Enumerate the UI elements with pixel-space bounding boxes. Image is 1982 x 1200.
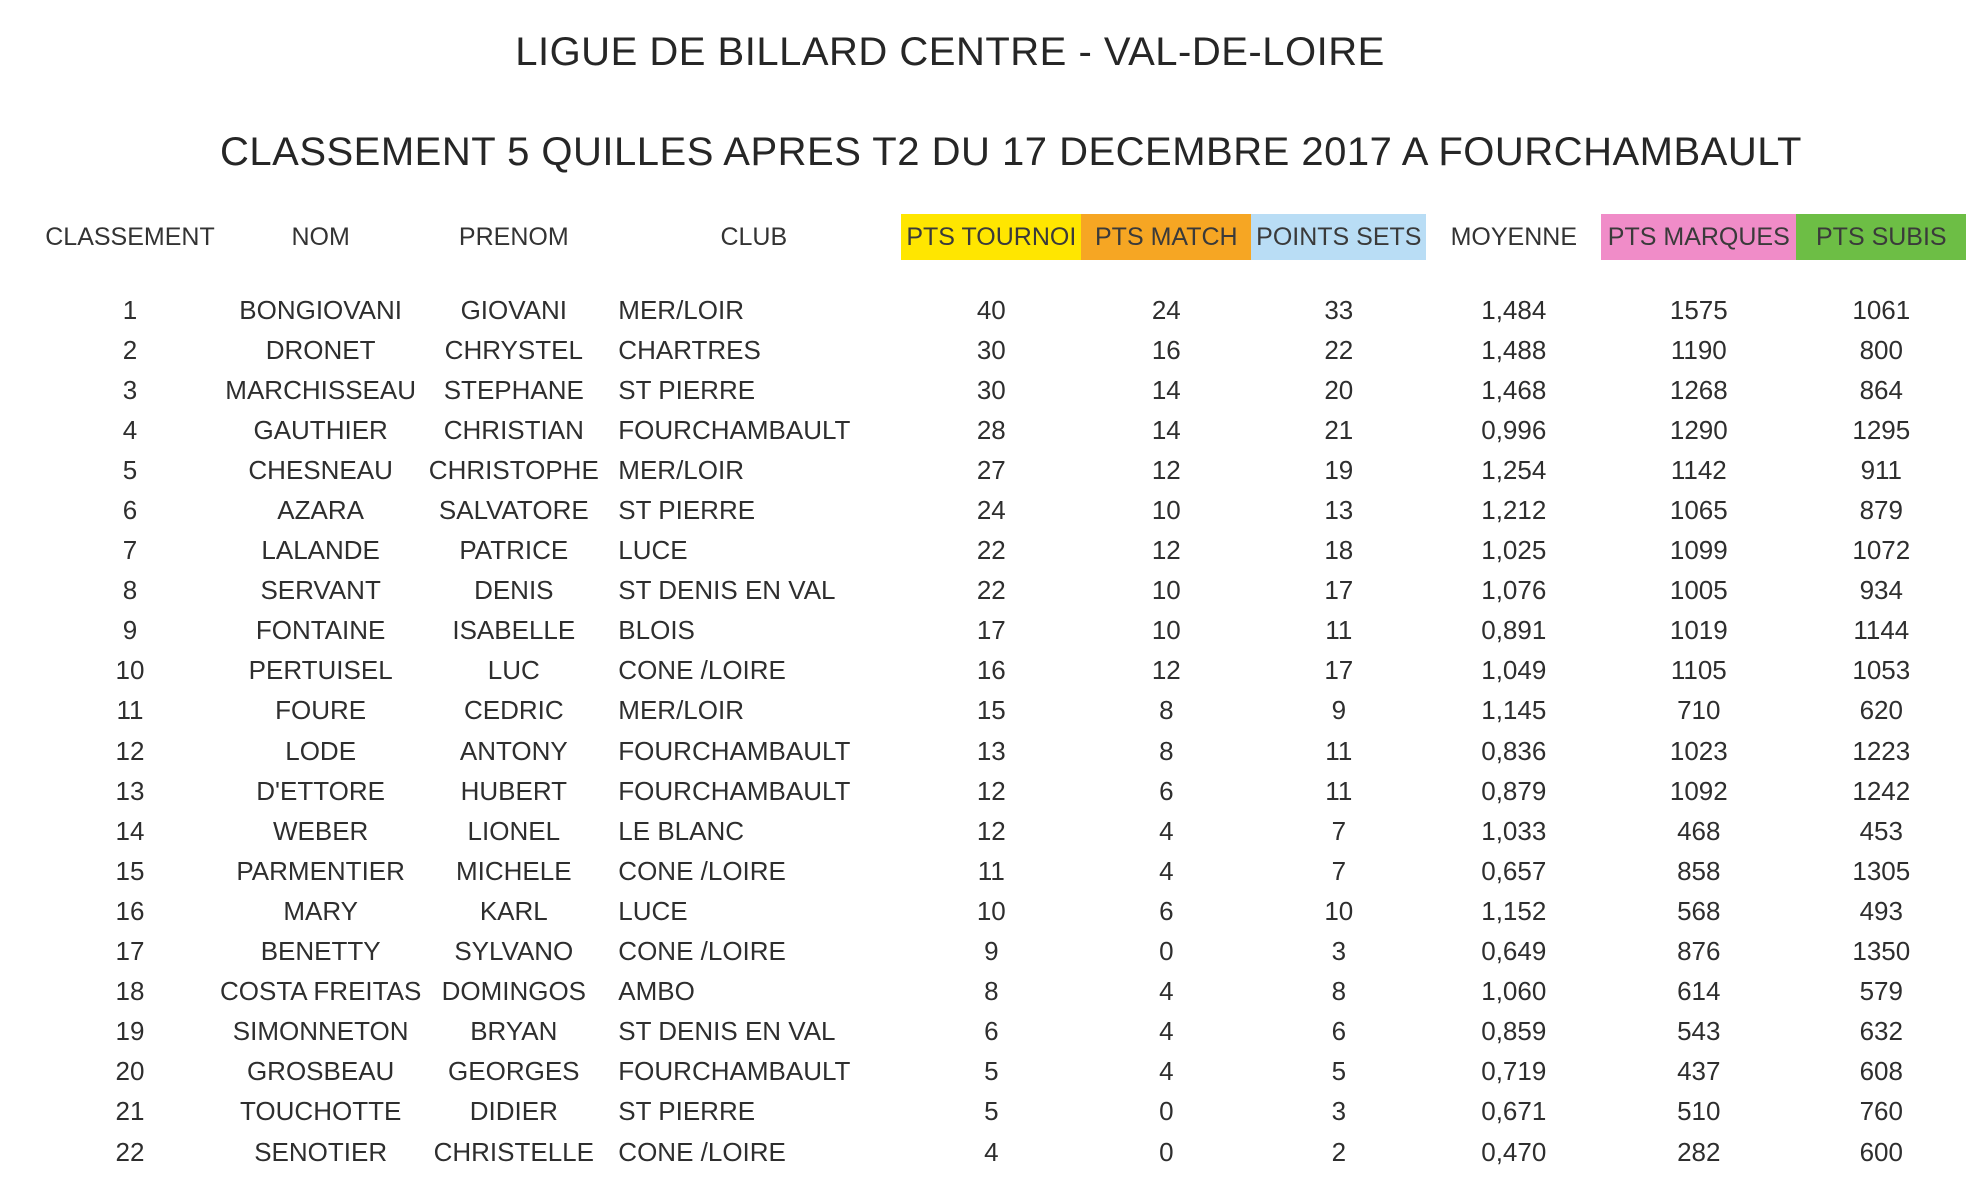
pts-marques-cell: 1290 bbox=[1669, 414, 1728, 445]
nom-cell: WEBER bbox=[272, 815, 369, 846]
pts-subis-cell: 1295 bbox=[1852, 414, 1911, 445]
pts-match-cell: 12 bbox=[1151, 655, 1181, 686]
document-subtitle: CLASSEMENT 5 QUILLES APRES T2 DU 17 DECEMBRE 2017 A FOURCHAMBAULT bbox=[220, 130, 1802, 174]
pts-marques-cell: 1142 bbox=[1670, 454, 1727, 485]
header-pts-tournoi: PTS TOURNOI bbox=[901, 214, 1081, 260]
pts-subis-cell: 579 bbox=[1859, 976, 1903, 1007]
pts-match-cell: 24 bbox=[1151, 294, 1181, 325]
moyenne-cell: 1,488 bbox=[1481, 334, 1547, 365]
pts-subis-cell: 1223 bbox=[1852, 735, 1911, 766]
pts-tournoi-cell: 4 bbox=[984, 1136, 999, 1167]
table-row bbox=[40, 851, 1966, 891]
club-cell: CONE /LOIRE bbox=[618, 655, 786, 686]
rank-cell: 10 bbox=[115, 655, 145, 686]
moyenne-cell: 0,836 bbox=[1481, 735, 1547, 766]
pts-tournoi-cell: 9 bbox=[984, 936, 999, 967]
moyenne-cell: 1,060 bbox=[1481, 976, 1547, 1007]
table-row bbox=[40, 531, 1966, 571]
moyenne-cell: 0,719 bbox=[1481, 1056, 1547, 1087]
nom-cell: MARY bbox=[283, 895, 358, 926]
prenom-cell: SALVATORE bbox=[438, 495, 589, 526]
prenom-cell: CHRISTIAN bbox=[443, 414, 584, 445]
pts-tournoi-cell: 24 bbox=[976, 495, 1006, 526]
table-row bbox=[40, 811, 1966, 851]
pts-tournoi-cell: 15 bbox=[976, 695, 1006, 726]
club-cell: CONE /LOIRE bbox=[618, 1136, 786, 1167]
table-row bbox=[40, 771, 1966, 811]
pts-match-cell: 0 bbox=[1159, 936, 1174, 967]
pts-subis-cell: 864 bbox=[1859, 374, 1903, 405]
points-sets-cell: 19 bbox=[1324, 454, 1354, 485]
pts-marques-cell: 568 bbox=[1677, 895, 1721, 926]
ranking-table bbox=[40, 214, 1966, 1172]
table-row bbox=[40, 651, 1966, 691]
nom-cell: DRONET bbox=[265, 334, 376, 365]
pts-marques-cell: 1575 bbox=[1669, 294, 1728, 325]
pts-marques-cell: 437 bbox=[1677, 1056, 1721, 1087]
pts-marques-cell: 1005 bbox=[1669, 575, 1728, 606]
pts-subis-cell: 800 bbox=[1859, 334, 1903, 365]
table-row bbox=[40, 450, 1966, 490]
prenom-cell: CHRISTOPHE bbox=[428, 454, 599, 485]
pts-match-cell: 0 bbox=[1159, 1096, 1174, 1127]
pts-subis-cell: 632 bbox=[1859, 1016, 1903, 1047]
header-spacer bbox=[40, 260, 1966, 290]
moyenne-cell: 0,470 bbox=[1481, 1136, 1547, 1167]
club-cell: CONE /LOIRE bbox=[618, 855, 786, 886]
pts-marques-cell: 1092 bbox=[1669, 775, 1728, 806]
pts-marques-cell: 1190 bbox=[1670, 334, 1727, 365]
club-cell: FOURCHAMBAULT bbox=[618, 735, 851, 766]
prenom-cell: CHRYSTEL bbox=[444, 334, 583, 365]
pts-subis-cell: 620 bbox=[1859, 695, 1903, 726]
table-row bbox=[40, 1132, 1966, 1172]
moyenne-cell: 1,145 bbox=[1481, 695, 1547, 726]
table-row bbox=[40, 1012, 1966, 1052]
pts-subis-cell: 600 bbox=[1859, 1136, 1903, 1167]
nom-cell: SIMONNETON bbox=[232, 1016, 409, 1047]
moyenne-cell: 0,657 bbox=[1481, 855, 1547, 886]
table-row bbox=[40, 490, 1966, 530]
rank-cell: 8 bbox=[122, 575, 138, 606]
pts-marques-cell: 543 bbox=[1677, 1016, 1721, 1047]
prenom-cell: BRYAN bbox=[470, 1016, 558, 1047]
rank-cell: 7 bbox=[122, 535, 138, 566]
table-row bbox=[40, 972, 1966, 1012]
pts-match-cell: 10 bbox=[1151, 575, 1181, 606]
club-cell: BLOIS bbox=[618, 615, 695, 646]
pts-tournoi-cell: 11 bbox=[977, 855, 1005, 886]
pts-tournoi-cell: 6 bbox=[984, 1016, 999, 1047]
club-cell: LUCE bbox=[618, 895, 688, 926]
prenom-cell: SYLVANO bbox=[454, 936, 574, 967]
club-cell: MER/LOIR bbox=[618, 454, 744, 485]
moyenne-cell: 1,254 bbox=[1481, 454, 1547, 485]
pts-subis-cell: 493 bbox=[1859, 895, 1903, 926]
pts-marques-cell: 1065 bbox=[1669, 495, 1728, 526]
nom-cell: PERTUISEL bbox=[248, 655, 393, 686]
club-cell: ST PIERRE bbox=[618, 495, 756, 526]
club-cell: FOURCHAMBAULT bbox=[618, 1056, 851, 1087]
prenom-cell: GIOVANI bbox=[460, 294, 568, 325]
nom-cell: D'ETTORE bbox=[256, 775, 385, 806]
pts-match-cell: 14 bbox=[1151, 414, 1181, 445]
table-row bbox=[40, 1092, 1966, 1132]
table-row bbox=[40, 330, 1966, 370]
pts-subis-cell: 879 bbox=[1859, 495, 1903, 526]
pts-match-cell: 0 bbox=[1159, 1136, 1174, 1167]
prenom-cell: LUC bbox=[487, 655, 540, 686]
rank-cell: 9 bbox=[122, 615, 138, 646]
pts-marques-cell: 1099 bbox=[1669, 535, 1728, 566]
pts-tournoi-cell: 27 bbox=[976, 454, 1006, 485]
pts-marques-cell: 1105 bbox=[1670, 655, 1727, 686]
prenom-cell: CEDRIC bbox=[463, 695, 564, 726]
points-sets-cell: 7 bbox=[1331, 815, 1347, 846]
prenom-cell: DENIS bbox=[474, 575, 554, 606]
table-row bbox=[40, 290, 1966, 330]
points-sets-cell: 33 bbox=[1324, 294, 1354, 325]
rank-cell: 20 bbox=[115, 1056, 145, 1087]
pts-marques-cell: 876 bbox=[1677, 936, 1721, 967]
rank-cell: 5 bbox=[122, 454, 138, 485]
points-sets-cell: 18 bbox=[1324, 535, 1354, 566]
pts-subis-cell: 453 bbox=[1859, 815, 1903, 846]
pts-subis-cell: 934 bbox=[1859, 575, 1903, 606]
header-classement: CLASSEMENT bbox=[45, 222, 215, 251]
rank-cell: 21 bbox=[115, 1096, 145, 1127]
pts-marques-cell: 468 bbox=[1677, 815, 1721, 846]
header-moyenne: MOYENNE bbox=[1450, 222, 1577, 251]
nom-cell: GROSBEAU bbox=[246, 1056, 395, 1087]
rank-cell: 12 bbox=[115, 735, 145, 766]
club-cell: ST PIERRE bbox=[618, 1096, 756, 1127]
moyenne-cell: 1,025 bbox=[1481, 535, 1547, 566]
rank-cell: 16 bbox=[115, 895, 145, 926]
header-points-sets: POINTS SETS bbox=[1251, 214, 1426, 260]
pts-subis-cell: 1053 bbox=[1852, 655, 1911, 686]
header-pts-marques: PTS MARQUES bbox=[1601, 214, 1796, 260]
pts-match-cell: 14 bbox=[1151, 374, 1181, 405]
pts-subis-cell: 1305 bbox=[1852, 855, 1911, 886]
points-sets-cell: 21 bbox=[1324, 414, 1354, 445]
pts-match-cell: 4 bbox=[1159, 1016, 1174, 1047]
table-row bbox=[40, 611, 1966, 651]
pts-marques-cell: 1268 bbox=[1669, 374, 1728, 405]
moyenne-cell: 1,468 bbox=[1481, 374, 1547, 405]
rank-cell: 4 bbox=[122, 414, 138, 445]
pts-tournoi-cell: 12 bbox=[976, 815, 1006, 846]
pts-match-cell: 4 bbox=[1159, 815, 1174, 846]
header-nom: NOM bbox=[291, 222, 350, 251]
nom-cell: MARCHISSEAU bbox=[225, 374, 416, 405]
pts-tournoi-cell: 22 bbox=[976, 575, 1006, 606]
pts-tournoi-cell: 17 bbox=[976, 615, 1006, 646]
table-row bbox=[40, 932, 1966, 972]
prenom-cell: MICHELE bbox=[456, 855, 572, 886]
pts-marques-cell: 282 bbox=[1677, 1136, 1721, 1167]
pts-match-cell: 10 bbox=[1151, 615, 1181, 646]
prenom-cell: KARL bbox=[479, 895, 548, 926]
prenom-cell: PATRICE bbox=[459, 535, 569, 566]
pts-subis-cell: 911 bbox=[1860, 454, 1903, 485]
pts-tournoi-cell: 30 bbox=[976, 334, 1006, 365]
nom-cell: CHESNEAU bbox=[248, 454, 393, 485]
pts-match-cell: 6 bbox=[1159, 895, 1174, 926]
document-title: LIGUE DE BILLARD CENTRE - VAL-DE-LOIRE bbox=[515, 30, 1385, 74]
pts-tournoi-cell: 13 bbox=[976, 735, 1006, 766]
points-sets-cell: 17 bbox=[1324, 575, 1354, 606]
points-sets-cell: 8 bbox=[1331, 976, 1347, 1007]
moyenne-cell: 0,859 bbox=[1481, 1016, 1547, 1047]
prenom-cell: ISABELLE bbox=[452, 615, 576, 646]
rank-cell: 6 bbox=[122, 495, 138, 526]
prenom-cell: DIDIER bbox=[469, 1096, 558, 1127]
prenom-cell: CHRISTELLE bbox=[433, 1136, 594, 1167]
header-club: CLUB bbox=[720, 222, 788, 251]
moyenne-cell: 1,076 bbox=[1481, 575, 1547, 606]
moyenne-cell: 0,891 bbox=[1481, 615, 1547, 646]
pts-match-cell: 4 bbox=[1159, 1056, 1174, 1087]
rank-cell: 22 bbox=[115, 1136, 145, 1167]
moyenne-cell: 1,152 bbox=[1481, 895, 1547, 926]
prenom-cell: GEORGES bbox=[448, 1056, 580, 1087]
pts-subis-cell: 760 bbox=[1859, 1096, 1903, 1127]
pts-marques-cell: 510 bbox=[1677, 1096, 1721, 1127]
prenom-cell: DOMINGOS bbox=[441, 976, 587, 1007]
pts-tournoi-cell: 5 bbox=[984, 1096, 999, 1127]
pts-match-cell: 6 bbox=[1159, 775, 1174, 806]
points-sets-cell: 3 bbox=[1331, 1096, 1347, 1127]
table-row bbox=[40, 571, 1966, 611]
points-sets-cell: 11 bbox=[1325, 615, 1353, 646]
pts-match-cell: 8 bbox=[1159, 735, 1174, 766]
prenom-cell: ANTONY bbox=[459, 735, 568, 766]
pts-tournoi-cell: 8 bbox=[984, 976, 999, 1007]
pts-match-cell: 12 bbox=[1151, 535, 1181, 566]
moyenne-cell: 1,033 bbox=[1481, 815, 1547, 846]
pts-tournoi-cell: 30 bbox=[976, 374, 1006, 405]
points-sets-cell: 7 bbox=[1331, 855, 1347, 886]
prenom-cell: HUBERT bbox=[460, 775, 568, 806]
club-cell: FOURCHAMBAULT bbox=[618, 414, 851, 445]
club-cell: FOURCHAMBAULT bbox=[618, 775, 851, 806]
table-row bbox=[40, 731, 1966, 771]
moyenne-cell: 1,049 bbox=[1481, 655, 1547, 686]
header-pts-match: PTS MATCH bbox=[1081, 214, 1251, 260]
pts-match-cell: 4 bbox=[1159, 855, 1174, 886]
table-row bbox=[40, 891, 1966, 931]
club-cell: MER/LOIR bbox=[618, 695, 744, 726]
pts-match-cell: 8 bbox=[1159, 695, 1174, 726]
nom-cell: SENOTIER bbox=[254, 1136, 388, 1167]
pts-subis-cell: 1242 bbox=[1852, 775, 1911, 806]
rank-cell: 17 bbox=[115, 936, 145, 967]
points-sets-cell: 3 bbox=[1331, 936, 1347, 967]
pts-tournoi-cell: 28 bbox=[976, 414, 1006, 445]
pts-subis-cell: 1350 bbox=[1852, 936, 1911, 967]
nom-cell: COSTA FREITAS bbox=[220, 976, 422, 1007]
points-sets-cell: 10 bbox=[1324, 895, 1354, 926]
table-header-row bbox=[40, 214, 1966, 260]
moyenne-cell: 0,671 bbox=[1481, 1096, 1547, 1127]
table-row bbox=[40, 1052, 1966, 1092]
rank-cell: 19 bbox=[115, 1016, 145, 1047]
pts-marques-cell: 1023 bbox=[1669, 735, 1728, 766]
nom-cell: LALANDE bbox=[261, 535, 380, 566]
prenom-cell: LIONEL bbox=[467, 815, 561, 846]
pts-subis-cell: 1072 bbox=[1852, 535, 1911, 566]
pts-tournoi-cell: 12 bbox=[976, 775, 1006, 806]
prenom-cell: STEPHANE bbox=[443, 374, 584, 405]
pts-match-cell: 4 bbox=[1159, 976, 1174, 1007]
nom-cell: SERVANT bbox=[260, 575, 381, 606]
club-cell: MER/LOIR bbox=[618, 294, 744, 325]
pts-match-cell: 16 bbox=[1151, 334, 1181, 365]
points-sets-cell: 20 bbox=[1324, 374, 1354, 405]
points-sets-cell: 17 bbox=[1324, 655, 1354, 686]
pts-marques-cell: 1019 bbox=[1669, 615, 1728, 646]
club-cell: CHARTRES bbox=[618, 334, 761, 365]
pts-marques-cell: 710 bbox=[1677, 695, 1721, 726]
club-cell: LE BLANC bbox=[618, 815, 745, 846]
moyenne-cell: 0,879 bbox=[1481, 775, 1547, 806]
header-pts-subis: PTS SUBIS bbox=[1796, 214, 1966, 260]
pts-tournoi-cell: 5 bbox=[984, 1056, 999, 1087]
moyenne-cell: 0,996 bbox=[1481, 414, 1547, 445]
nom-cell: FONTAINE bbox=[255, 615, 386, 646]
nom-cell: GAUTHIER bbox=[253, 414, 388, 445]
nom-cell: LODE bbox=[285, 735, 357, 766]
moyenne-cell: 1,212 bbox=[1481, 495, 1547, 526]
club-cell: ST DENIS EN VAL bbox=[618, 1016, 836, 1047]
moyenne-cell: 1,484 bbox=[1481, 294, 1547, 325]
nom-cell: PARMENTIER bbox=[236, 855, 405, 886]
nom-cell: BONGIOVANI bbox=[239, 294, 403, 325]
nom-cell: TOUCHOTTE bbox=[240, 1096, 402, 1127]
pts-tournoi-cell: 16 bbox=[976, 655, 1006, 686]
pts-marques-cell: 858 bbox=[1677, 855, 1721, 886]
table-row bbox=[40, 691, 1966, 731]
nom-cell: FOURE bbox=[275, 695, 367, 726]
rank-cell: 11 bbox=[116, 695, 144, 726]
club-cell: LUCE bbox=[618, 535, 688, 566]
club-cell: ST PIERRE bbox=[618, 374, 756, 405]
points-sets-cell: 13 bbox=[1324, 495, 1354, 526]
club-cell: ST DENIS EN VAL bbox=[618, 575, 836, 606]
club-cell: CONE /LOIRE bbox=[618, 936, 786, 967]
pts-marques-cell: 614 bbox=[1677, 976, 1721, 1007]
rank-cell: 1 bbox=[122, 294, 138, 325]
pts-tournoi-cell: 22 bbox=[976, 535, 1006, 566]
points-sets-cell: 6 bbox=[1331, 1016, 1347, 1047]
rank-cell: 15 bbox=[115, 855, 145, 886]
points-sets-cell: 9 bbox=[1331, 695, 1347, 726]
table-row bbox=[40, 370, 1966, 410]
points-sets-cell: 11 bbox=[1325, 735, 1353, 766]
points-sets-cell: 22 bbox=[1324, 334, 1354, 365]
rank-cell: 13 bbox=[115, 775, 145, 806]
nom-cell: AZARA bbox=[277, 495, 364, 526]
club-cell: AMBO bbox=[618, 976, 695, 1007]
header-prenom: PRENOM bbox=[458, 222, 569, 251]
points-sets-cell: 5 bbox=[1331, 1056, 1347, 1087]
pts-tournoi-cell: 10 bbox=[976, 895, 1006, 926]
pts-tournoi-cell: 40 bbox=[976, 294, 1006, 325]
pts-subis-cell: 1061 bbox=[1852, 294, 1911, 325]
pts-subis-cell: 1144 bbox=[1853, 615, 1910, 646]
moyenne-cell: 0,649 bbox=[1481, 936, 1547, 967]
table-row bbox=[40, 410, 1966, 450]
pts-match-cell: 12 bbox=[1151, 454, 1181, 485]
rank-cell: 18 bbox=[115, 976, 145, 1007]
rank-cell: 14 bbox=[115, 815, 145, 846]
rank-cell: 3 bbox=[122, 374, 138, 405]
points-sets-cell: 11 bbox=[1325, 775, 1353, 806]
pts-subis-cell: 608 bbox=[1859, 1056, 1903, 1087]
nom-cell: BENETTY bbox=[260, 936, 381, 967]
rank-cell: 2 bbox=[122, 334, 138, 365]
pts-match-cell: 10 bbox=[1151, 495, 1181, 526]
points-sets-cell: 2 bbox=[1331, 1136, 1347, 1167]
